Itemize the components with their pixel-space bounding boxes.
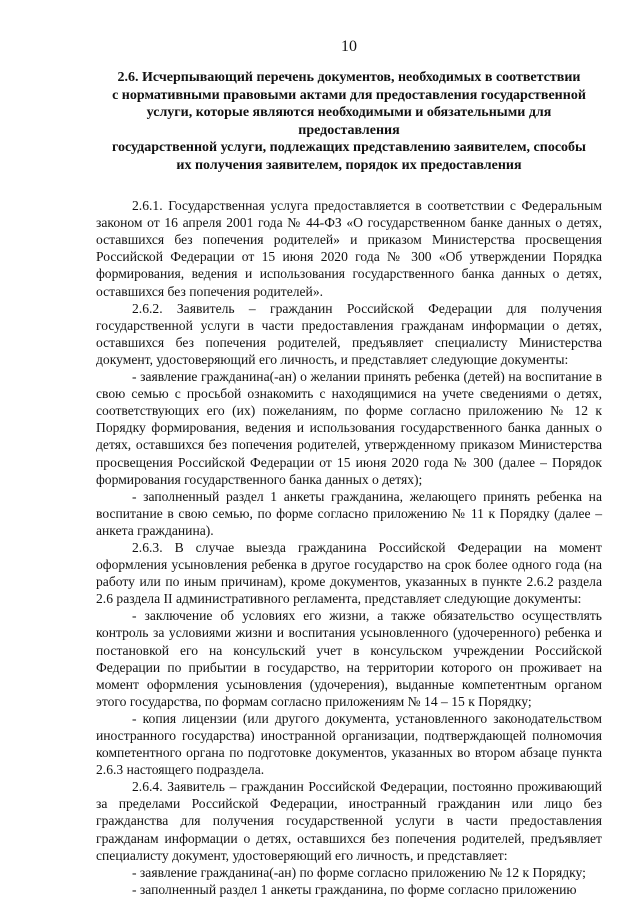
list-item: - заполненный раздел 1 анкеты гражданина, желающего принять ребенка на воспитание в свою семью, по форме согласно приложению № 11 к Порядку (далее – анкета гражданина). <box>96 488 602 538</box>
document-body <box>96 197 602 898</box>
heading-line: услуги, которые являются необходимыми и обязательными для предоставления <box>146 105 552 138</box>
paragraph-2-6-2: 2.6.2. Заявитель – гражданин Российской Федерации для получения государственной услуги в части предоставления гражданам информации о детях, оставшихся без попечения родителей, предъявляет специалисту Министерства документ, удостоверяющий его личность, и представляет следующие документы: <box>96 300 602 367</box>
list-item: - заполненный раздел 1 анкеты гражданина, по форме согласно приложению <box>132 881 577 897</box>
list-item: - заявление гражданина(-ан) о желании принять ребенка (детей) на воспитание в свою семью с просьбой ознакомить с находящимися на учете сведениями о детях, соответствующих его (их) пожеланиям, по форме согласно приложению № 12 к Порядку формирования, ведения и использования государственного банка данных о детях, оставшихся без попечения родителей, утвержденному приказом Министерства просвещения Российской Федерации от 15 июня 2020 года № 300 (далее – Порядок формирования государственного банка данных о детях); <box>96 369 602 487</box>
list-item: - заявление гражданина(-ан) по форме согласно приложению № 12 к Порядку; <box>132 864 586 880</box>
paragraph-2-6-3: 2.6.3. В случае выезда гражданина Российской Федерации на момент оформления усыновления ребенка в другое государство на срок более одного года (на работу или по иным причинам), кроме документов, указанных в пункте 2.6.2 раздела 2.6 раздела II административного регламента, представляет следующие документы: <box>96 539 602 607</box>
list-item: - заключение об условиях его жизни, а также обязательство осуществлять контроль за условиями жизни и воспитания усыновленного (удочеренного) ребенка и постановкой его на консульский учет в консульском учреждении Российской Федерации по прибытии в государство, на территории которого он проживает на момент оформления усыновления (удочерения), выданные компетентным органом этого государства, по формам согласно приложениям № 14 – 15 к Порядку; <box>96 608 602 709</box>
paragraph-2-6-4: 2.6.4. Заявитель – гражданин Российской Федерации, постоянно проживающий за пределами Российской Федерации, иностранный гражданин или лицо без гражданства для получения государственной услуги в части предоставления гражданам информации о детях, оставшихся без попечения родителей, предъявляет специалисту документ, удостоверяющий его личность, и представляет: <box>96 779 602 863</box>
heading-line: государственной услуги, подлежащих представлению заявителем, способы <box>112 140 586 156</box>
heading-line: 2.6. Исчерпывающий перечень документов, необходимых в соответствии <box>117 70 581 86</box>
list-item: - копия лицензии (или другого документа, установленного законодательством иностранного государства) иностранной организации, подтверждающей полномочия компетентного органа по подготовке документов, указанных во втором абзаце пункта 2.6.3 настоящего подраздела. <box>96 710 602 778</box>
paragraph-2-6-1: 2.6.1. Государственная услуга предоставляется в соответствии с Федеральным законом от 16 апреля 2001 года № 44-ФЗ «О государственном банке данных о детях, оставшихся без попечения родителей» и приказом Министерства просвещения Российской Федерации от 15 июня 2020 года № 300 «Об утверждении Порядка формирования, ведения и использования государственного банка данных о детях, оставшихся без попечения родителей». <box>96 198 602 299</box>
section-heading <box>96 69 602 174</box>
heading-line: с нормативными правовыми актами для предоставления государственной <box>112 87 586 103</box>
heading-line: их получения заявителем, порядок их предоставления <box>176 157 522 173</box>
page-number: 10 <box>341 38 357 55</box>
